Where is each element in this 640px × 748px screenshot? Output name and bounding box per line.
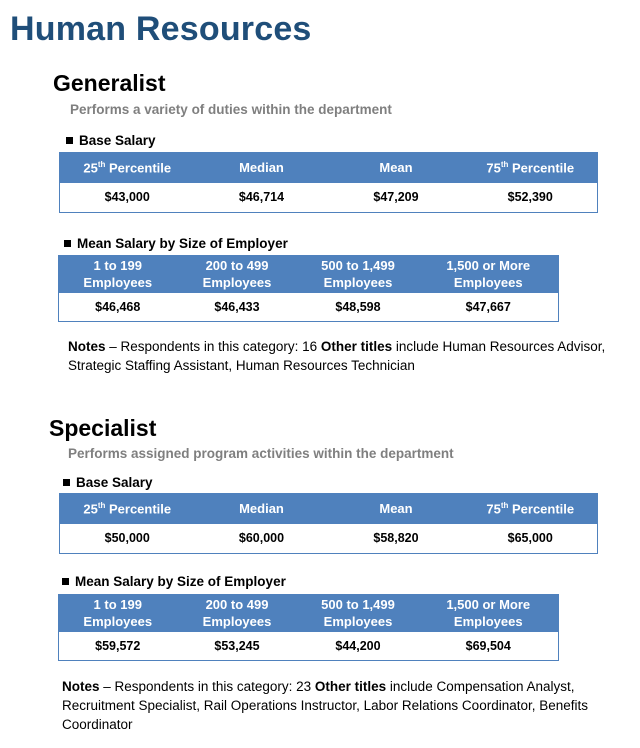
section-subtitle-generalist: Performs a variety of duties within the department	[70, 102, 392, 117]
value-mean: $58,820	[329, 524, 464, 554]
bullet-square-icon	[66, 137, 73, 144]
other-titles-text: include Compensation Analyst, Recruitment Specialist, Rail Operations Instructor, Labor Relations Coordinator, Benefits Coordinator	[62, 679, 589, 732]
header-1500-or-more: 1,500 or More Employees	[419, 595, 559, 632]
value-25th-percentile: $43,000	[60, 183, 195, 213]
value-mean: $47,209	[329, 183, 464, 213]
header-75th-percentile: 75th Percentile	[464, 494, 598, 524]
value-200-to-499: $53,245	[177, 632, 298, 661]
base-salary-table	[59, 493, 598, 554]
size-salary-label	[62, 574, 286, 589]
value-75th-percentile: $65,000	[464, 524, 598, 554]
value-200-to-499: $46,433	[177, 293, 298, 322]
base-salary-table	[59, 152, 598, 213]
size-salary-table	[58, 255, 559, 322]
header-1500-or-more: 1,500 or More Employees	[419, 256, 559, 293]
header-25th-percentile: 25th Percentile	[60, 494, 195, 524]
section-title-generalist: Generalist	[53, 70, 166, 96]
header-1-to-199: 1 to 199 Employees	[59, 595, 177, 632]
bullet-square-icon	[63, 479, 70, 486]
base-salary-label	[63, 475, 153, 490]
other-titles-label: Other titles	[314, 679, 387, 694]
section-title-specialist: Specialist	[49, 415, 157, 441]
header-75th-percentile: 75th Percentile	[464, 153, 598, 183]
value-median: $46,714	[195, 183, 329, 213]
value-25th-percentile: $50,000	[60, 524, 195, 554]
notes-generalist	[68, 337, 608, 375]
page-title: Human Resources	[10, 10, 312, 48]
header-25th-percentile: 25th Percentile	[60, 153, 195, 183]
value-500-to-1499: $48,598	[298, 293, 419, 322]
header-500-to-1499: 500 to 1,499 Employees	[298, 256, 419, 293]
size-salary-label	[64, 236, 288, 251]
section-subtitle-specialist: Performs assigned program activities within the department	[68, 446, 454, 461]
header-mean: Mean	[329, 494, 464, 524]
header-200-to-499: 200 to 499 Employees	[177, 256, 298, 293]
notes-specialist	[62, 677, 602, 734]
header-500-to-1499: 500 to 1,499 Employees	[298, 595, 419, 632]
header-mean: Mean	[329, 153, 464, 183]
bullet-square-icon	[62, 578, 69, 585]
bullet-square-icon	[64, 240, 71, 247]
base-salary-label-text: Base Salary	[76, 475, 153, 490]
other-titles-label: Other titles	[320, 339, 393, 354]
notes-text: – Respondents in this category: 23	[99, 679, 315, 694]
other-titles-text: include Human Resources Advisor, Strategic Staffing Assistant, Human Resources Technician	[68, 339, 606, 373]
header-1-to-199: 1 to 199 Employees	[59, 256, 177, 293]
header-median: Median	[195, 153, 329, 183]
header-200-to-499: 200 to 499 Employees	[177, 595, 298, 632]
base-salary-label-text: Base Salary	[79, 133, 156, 148]
value-1-to-199: $46,468	[59, 293, 177, 322]
notes-text: – Respondents in this category: 16	[105, 339, 321, 354]
size-salary-table	[58, 594, 559, 661]
value-median: $60,000	[195, 524, 329, 554]
size-salary-label-text: Mean Salary by Size of Employer	[75, 574, 286, 589]
notes-label: Notes	[62, 679, 100, 694]
value-1500-or-more: $69,504	[419, 632, 559, 661]
base-salary-label	[66, 133, 156, 148]
value-1-to-199: $59,572	[59, 632, 177, 661]
value-1500-or-more: $47,667	[419, 293, 559, 322]
size-salary-label-text: Mean Salary by Size of Employer	[77, 236, 288, 251]
value-500-to-1499: $44,200	[298, 632, 419, 661]
value-75th-percentile: $52,390	[464, 183, 598, 213]
notes-label: Notes	[68, 339, 106, 354]
header-median: Median	[195, 494, 329, 524]
